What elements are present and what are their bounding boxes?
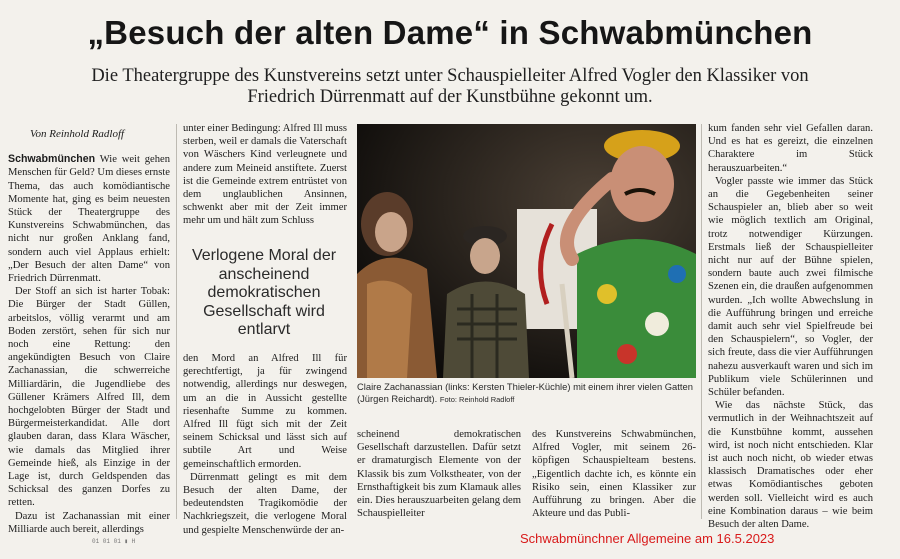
paragraph: den Mord an Alfred Ill für gerechtfertigt, ja für zwingend notwendig, allerdings nur deswegen, um an die in Aussicht gestellte riesenhafte Summe zu kommen. Alfred Ill fügt sich mit der Zeit seinem Schicksal und lässt sich auf subtile Art und Weise gemeinschaftlich ermorden.	[183, 353, 347, 470]
paragraph: Der Stoff an sich ist harter Tobak: Die Bürger der Stadt Güllen, arbeitslos, völlig verarmt und am Boden zerstört, sehen für sich nur noch eine Rettung: den angekündigten Besuch von Claire Zachanassian, die schwerreiche Milliardärin, die Jugendliebe des Güllener Krämers Alfred Ill, dem hochgelobten Bürger der Stadt und Bürgermeisterkandidat. Alle dort glauben daran, dass Klara Wäscher, wie damals das Mitglied ihrer Gemeinde hieß, als Einzige in der Lage ist, durch Geldspenden das Schicksal des ganzen Dorfes zu retten.	[8, 286, 170, 509]
photo-credit: Foto: Reinhold Radloff	[439, 395, 515, 404]
paragraph	[8, 153, 170, 285]
column-4	[532, 428, 696, 520]
print-marks: 01 01 01 ▮ H	[92, 538, 136, 545]
source-footer: Schwabmünchner Allgemeine am 16.5.2023	[520, 531, 775, 546]
byline: Von Reinhold Radloff	[30, 128, 125, 140]
pull-quote: Verlogene Moral der anscheinend demokratischen Gesellschaft wird entlarvt	[191, 247, 337, 338]
headline: „Besuch der alten Dame“ in Schwabmünchen	[87, 14, 813, 51]
column-5	[708, 122, 873, 531]
paragraph-text: Wie weit gehen Menschen für Geld? Um dieses ernste Thema, das auch komödiantische Momente hat, ging es beim neuesten Stück der Theatergruppe des Kunstvereins Schwabmünchen, das nicht nur großen Anklang fand, sondern auch viel Applaus erhielt: „Der Besuch der alten Dame“ von Friedrich Dürrenmatt.	[8, 154, 170, 285]
paragraph: Vogler passte wie immer das Stück an die Gegebenheiten seiner Schauspieler an, blieb aber so weit wie möglich textlich am Original, trotz notwendiger Kürzungen. Erstmals ließ der Schauspielleiter nicht nur auf der Bühne spielen, sondern baute auch zwei filmische Szenen ein, die draußen aufgenommen wurden. „Ich wollte Abwechslung in die Aufführung bringen und erreiche damit auch sehr viel Spielfreude bei den Schauspielern“, so Vogler, der sich freute, dass die vier Aufführungen nahezu ausverkauft waren und sich im Publikum viele Schülerinnen und Schüler befanden.	[708, 175, 873, 399]
paragraph: Dürrenmatt gelingt es mit dem Besuch der alten Dame, der bedeutendsten Tragikomödie der Nachkriegszeit, die verlogene Moral und gespielte Menschenwürde der an-	[183, 471, 347, 536]
photo-caption	[357, 381, 697, 406]
caption-text: Claire Zachanassian (links: Kersten Thieler-Küchle) mit einem ihrer vielen Gatten (Jürgen Reichardt).	[357, 381, 693, 404]
column-3	[357, 428, 521, 520]
column-1	[8, 128, 170, 536]
column-2	[183, 122, 347, 228]
column-rule	[701, 124, 702, 519]
dateline: Schwabmünchen	[8, 153, 96, 166]
paragraph: Dazu ist Zachanassian mit einer Milliarde auch bereit, allerdings	[8, 510, 170, 535]
column-rule	[176, 124, 177, 519]
paragraph: kum fanden sehr viel Gefallen daran. Und es hat es gereizt, die einzelnen Charaktere im Stück herauszuarbeiten.“	[708, 123, 873, 174]
paragraph: Wie das nächste Stück, das vermutlich in der Weihnachtszeit auf die Kunstbühne kommt, aussehen wird, ist noch nicht entschieden. Klar ist auch noch nicht, ob wieder etwas klassisch Dramatisches oder eher etwas Komödiantisches geboten werden soll. Vielleicht wird es auch eine Kombination daraus – wie beim Besuch der alten Dame.	[708, 400, 873, 531]
paragraph: unter einer Bedingung: Alfred Ill muss sterben, weil er damals die Vaterschaft von Wäschers Kind verleugnete und andere zum Meineid anstiftete. Zuerst ist die Gemeinde extrem entrüstet von dem unglaublichen Ansinnen, schwenkt aber mit der Zeit immer mehr um und hält zum Schluss	[183, 123, 347, 227]
article-photo	[357, 124, 696, 378]
paragraph: des Kunstvereins Schwabmünchen, Alfred Vogler, mit seinem 26-köpfigen Schauspielteam bestens. „Eigentlich dachte ich, es könnte ein Risiko sein, einen Klassiker zur Aufführung zu bringen. Aber die Akteure und das Publi-	[532, 429, 696, 520]
stage-scene-illustration	[357, 124, 696, 378]
paragraph: scheinend demokratischen Gesellschaft darzustellen. Dafür setzt er dramaturgisch Elemente von der Klassik bis zum Volkstheater, von der Ernsthaftigkeit bis zum Klamauk alles ein. Dies herauszuarbeiten gelang dem Schauspielleiter	[357, 429, 521, 520]
subline: Die Theatergruppe des Kunstvereins setzt unter Schauspielleiter Alfred Vogler den Klassiker von Friedrich Dürrenmatt auf der Kunstbühne gekonnt um.	[91, 66, 809, 107]
column-2-lower	[183, 352, 347, 537]
